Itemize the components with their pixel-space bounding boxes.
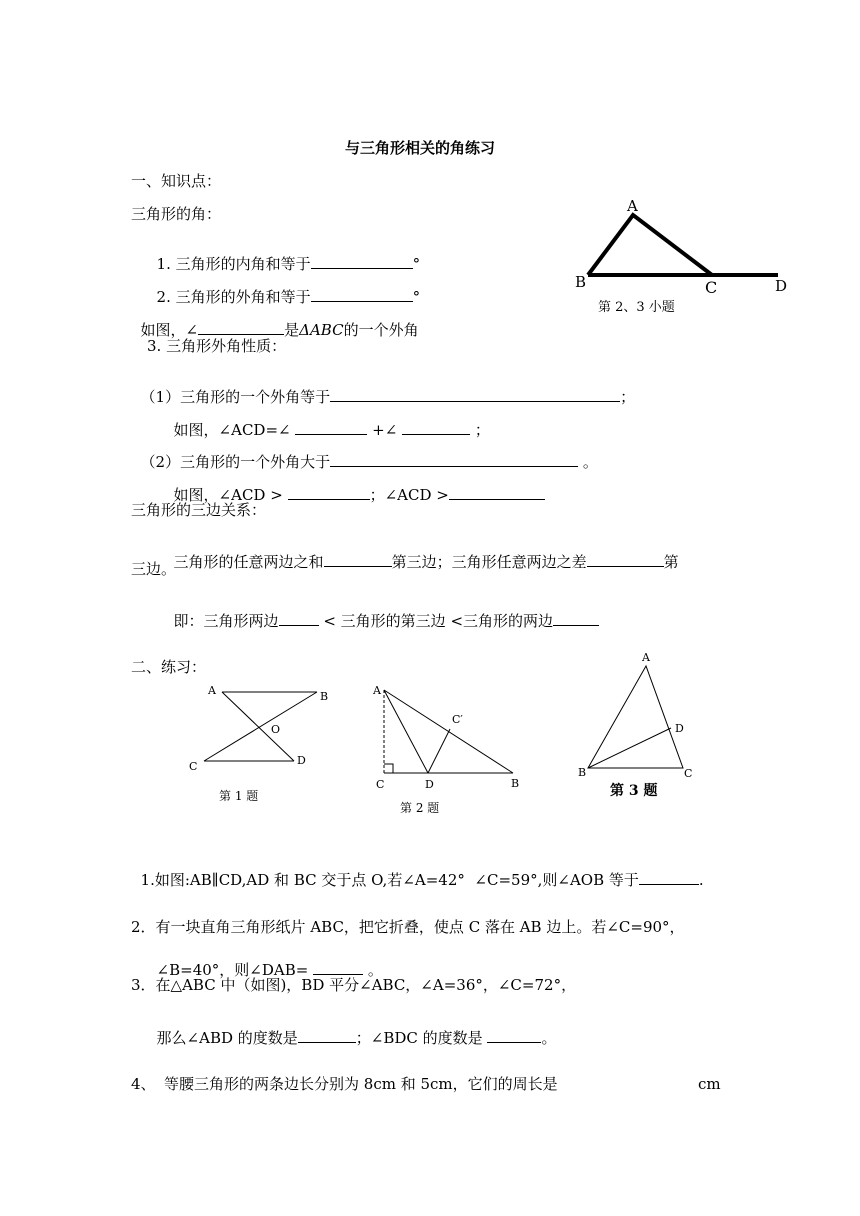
figure-2 — [372, 684, 519, 815]
figure-intro-b: 是 — [284, 321, 300, 339]
blank-q3-bdc[interactable] — [487, 1028, 541, 1043]
fig2-label-C-prime: C′ — [452, 713, 463, 726]
fig1-label-C: C — [189, 760, 198, 773]
label-B: B — [575, 273, 587, 291]
top-triangle-sides — [588, 215, 712, 275]
figure-1 — [189, 684, 328, 803]
bisector-BD — [588, 728, 671, 768]
figure-intro-a: 如图，∠ — [140, 321, 199, 339]
fig1-label-B: B — [320, 690, 329, 703]
question-3-line1: 3．在△ABC 中（如图)，BD 平分∠ABC，∠A=36°，∠C=72°， — [131, 976, 577, 994]
degree-sign: ° — [412, 255, 421, 273]
angles-heading: 三角形的角： — [131, 205, 222, 223]
right-angle-mark — [384, 764, 393, 773]
figure-intro-c: 的一个外角 — [343, 321, 419, 339]
label-C: C — [705, 278, 718, 297]
item-1-text: 1. 三角形的内角和等于 — [156, 255, 311, 273]
q2-line2-b: 。 — [367, 961, 383, 979]
question-2-line2 — [147, 945, 383, 978]
question-1 — [131, 855, 704, 888]
fig3-caption: 第 3 题 — [610, 783, 658, 799]
fig3-label-D: D — [675, 722, 684, 735]
fold-AD — [384, 690, 428, 773]
sides-b: 第三边；三角形任意两边之差 — [391, 553, 587, 571]
page-title: 与三角形相关的角练习 — [345, 139, 496, 157]
question-4-unit: cm — [698, 1075, 721, 1093]
question-4-text: 等腰三角形的两条边长分别为 8cm 和 5cm，它们的周长是 — [164, 1075, 558, 1093]
q2-line2-a: ∠B=40°，则∠DAB= — [156, 961, 309, 979]
blank-q1[interactable] — [639, 870, 699, 885]
property-1-text: （1）三角形的一个外角等于 — [140, 388, 331, 406]
segment-DC-prime — [428, 729, 450, 773]
q3-line2-b: ；∠BDC 的度数是 — [355, 1029, 483, 1047]
property-2-text: （2）三角形的一个外角大于 — [140, 453, 331, 471]
p1-example-b: +∠ — [372, 421, 398, 439]
fig3-label-C: C — [684, 767, 693, 780]
top-figure — [575, 197, 787, 315]
q3-line2-c: 。 — [541, 1029, 557, 1047]
property-2-end: 。 — [582, 453, 598, 471]
ineq-b: < 三角形的第三边 <三角形的两边 — [323, 612, 554, 630]
property-1-end: ； — [620, 388, 636, 406]
q3-line2-a: 那么∠ABD 的度数是 — [156, 1029, 298, 1047]
sides-heading: 三角形的三边关系： — [131, 501, 267, 519]
p1-example-a: 如图，∠ACD=∠ — [173, 421, 291, 439]
triangle-ABC — [588, 666, 683, 768]
label-A: A — [627, 197, 638, 215]
sides-a: 三角形的任意两边之和 — [173, 553, 324, 571]
fig1-label-A: A — [208, 684, 216, 697]
fig2-caption: 第 2 题 — [400, 801, 440, 815]
sides-rule-cont: 三边。 — [131, 560, 177, 578]
fig3-label-B: B — [578, 766, 587, 779]
p1-example-c: ； — [474, 421, 490, 439]
fig2-label-B: B — [511, 777, 520, 790]
blank-q3-abd[interactable] — [298, 1028, 356, 1043]
p2-example-b: ；∠ACD > — [369, 486, 449, 504]
fig2-label-A: A — [373, 684, 381, 697]
top-figure-caption: 第 2、3 小题 — [598, 300, 675, 315]
segment-AD — [222, 692, 294, 761]
fig1-label-D: D — [297, 754, 306, 767]
fig3-label-A: A — [642, 651, 650, 664]
section-heading-knowledge: 一、知识点： — [131, 172, 222, 190]
label-D: D — [775, 277, 788, 295]
figure-3 — [578, 651, 692, 799]
question-2-line1: 2．有一块直角三角形纸片 ABC，把它折叠，使点 C 落在 AB 边上。若∠C=90°， — [131, 918, 685, 936]
question-4-number: 4、 — [131, 1075, 156, 1093]
item-3: 3. 三角形外角性质： — [147, 337, 287, 355]
q1-end: . — [698, 871, 704, 889]
fig2-label-D: D — [425, 778, 434, 791]
ineq-a: 即：三角形两边 — [173, 612, 279, 630]
question-3-line2 — [147, 1013, 556, 1046]
item-2-text: 2. 三角形的外角和等于 — [156, 288, 311, 306]
p2-example-a: 如图，∠ACD > — [173, 486, 283, 504]
fig1-caption: 第 1 题 — [219, 789, 259, 803]
degree-sign: ° — [412, 288, 421, 306]
segment-BC — [204, 692, 317, 761]
triangle-name: ΔABC — [299, 321, 344, 339]
blank-q2[interactable] — [313, 960, 363, 975]
section-heading-practice: 二、练习： — [131, 658, 207, 676]
sides-c: 第 — [663, 553, 679, 571]
fig2-label-C: C — [376, 778, 385, 791]
fig1-label-O: O — [271, 723, 281, 736]
q1-text: 1.如图:AB∥CD,AD 和 BC 交于点 O,若∠A=42° ∠C=59°,则∠AOB 等于 — [140, 871, 639, 889]
